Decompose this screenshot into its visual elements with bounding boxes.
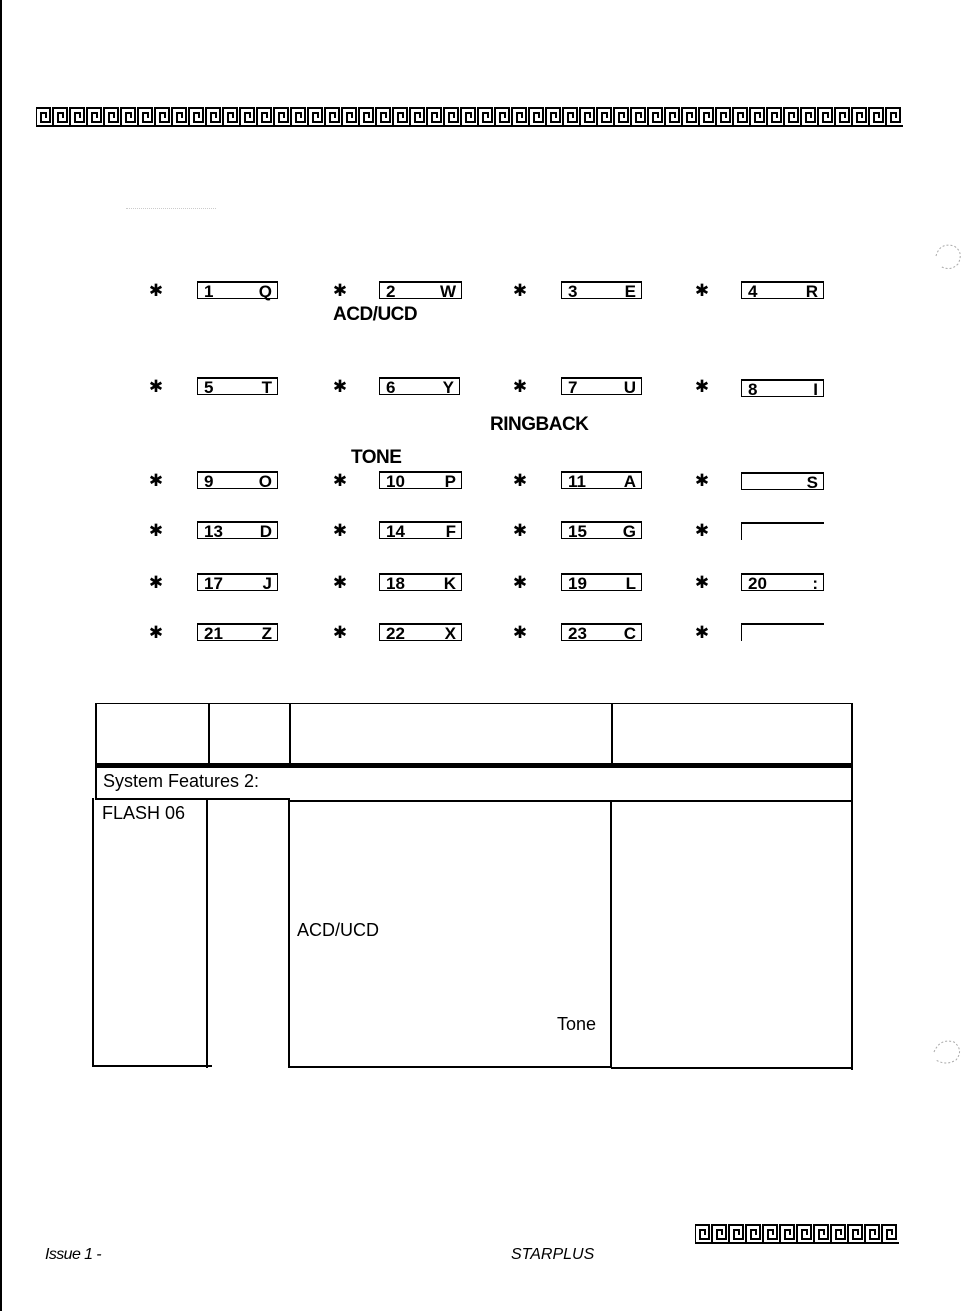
star-icon: ✱: [694, 521, 710, 540]
star-icon: ✱: [332, 471, 348, 490]
key-number: 3: [568, 282, 578, 301]
key-number: 18: [386, 574, 405, 593]
table-border: [95, 703, 97, 765]
greek-key-pattern: [695, 1225, 899, 1243]
star-icon: ✱: [694, 623, 710, 642]
key-letter: T: [261, 378, 272, 397]
key-letter: K: [443, 574, 456, 593]
star-icon: ✱: [512, 377, 528, 396]
key-number: 13: [204, 522, 223, 541]
star-icon: ✱: [148, 521, 164, 540]
star-icon: ✱: [148, 471, 164, 490]
table-border: [95, 798, 290, 800]
key-number: 11: [568, 472, 586, 491]
star-icon: ✱: [332, 573, 348, 592]
table-border: [92, 1065, 212, 1067]
star-icon: ✱: [148, 623, 164, 642]
key-number: 14: [386, 522, 405, 541]
table-border: [851, 766, 853, 800]
star-icon: ✱: [148, 281, 164, 300]
star-icon: ✱: [332, 623, 348, 642]
table-border: [611, 1067, 853, 1069]
key-number: 22: [386, 624, 405, 643]
key-letter: C: [623, 624, 636, 643]
key-number: 7: [568, 378, 578, 397]
key-letter: :: [812, 574, 818, 593]
key-letter: X: [444, 624, 456, 643]
key-number: 15: [568, 522, 587, 541]
table-border: [92, 798, 94, 1066]
key-number: 10: [386, 472, 405, 491]
key-letter: E: [624, 282, 636, 301]
star-icon: ✱: [512, 623, 528, 642]
star-icon: ✱: [332, 281, 348, 300]
star-icon: ✱: [332, 377, 348, 396]
key-letter: L: [625, 574, 636, 593]
star-icon: ✱: [694, 573, 710, 592]
key-number: 2: [386, 282, 396, 301]
table-border: [289, 800, 611, 802]
key-number: 17: [204, 574, 223, 593]
table-border: [95, 703, 853, 704]
key-number: 5: [204, 378, 214, 397]
ringback-label: RINGBACK: [490, 414, 589, 435]
star-icon: ✱: [332, 521, 348, 540]
key-letter: A: [623, 472, 636, 491]
table-border: [95, 766, 97, 800]
tone-label: TONE: [351, 447, 402, 468]
description-tail: Tone: [557, 1014, 597, 1034]
table-border: [289, 703, 291, 765]
star-icon: ✱: [694, 377, 710, 396]
star-icon: ✱: [512, 471, 528, 490]
table-border: [851, 800, 853, 1070]
star-icon: ✱: [512, 573, 528, 592]
key-number: 8: [748, 380, 758, 399]
table-border: [206, 798, 208, 1068]
star-icon: ✱: [512, 521, 528, 540]
key-letter: F: [445, 522, 456, 541]
table-border: [610, 800, 612, 1068]
key-letter: J: [262, 574, 272, 593]
section-title: System Features 2:: [103, 771, 260, 791]
table-border: [851, 703, 853, 765]
description-text: ACD/UCD: [297, 920, 380, 940]
key-number: 20: [748, 574, 767, 593]
key-number: 19: [568, 574, 587, 593]
key-number: 1: [204, 282, 214, 301]
table-border: [208, 703, 210, 765]
key-number: 6: [386, 378, 396, 397]
key-letter: D: [259, 522, 272, 541]
key-letter: Q: [258, 282, 272, 301]
key-letter: Y: [442, 378, 454, 397]
row-label: FLASH 06: [102, 803, 186, 823]
table-header-rule: [95, 763, 853, 768]
acd-ucd-label: ACD/UCD: [333, 304, 418, 325]
footer-issue: Issue 1 -: [45, 1246, 101, 1263]
key-letter: S: [806, 473, 818, 492]
key-number: 23: [568, 624, 587, 643]
star-icon: ✱: [148, 573, 164, 592]
table-border: [611, 800, 853, 802]
footer-product: STARPLUS: [511, 1246, 595, 1263]
key-letter: G: [622, 522, 636, 541]
greek-key-border-bottom: [695, 1223, 913, 1245]
key-letter: W: [439, 282, 456, 301]
key-number: 21: [204, 624, 223, 643]
key-letter: P: [444, 472, 456, 491]
key-letter: Z: [261, 624, 272, 643]
table-border: [611, 703, 613, 765]
key-letter: I: [813, 380, 818, 399]
key-letter: R: [805, 282, 818, 301]
table-border: [288, 798, 290, 1068]
star-icon: ✱: [694, 471, 710, 490]
star-icon: ✱: [512, 281, 528, 300]
key-number: 4: [748, 282, 758, 301]
table-border: [288, 1066, 610, 1068]
key-letter: O: [258, 472, 272, 491]
key-letter: U: [623, 378, 636, 397]
key-number: 9: [204, 472, 214, 491]
star-icon: ✱: [148, 377, 164, 396]
star-icon: ✱: [694, 281, 710, 300]
